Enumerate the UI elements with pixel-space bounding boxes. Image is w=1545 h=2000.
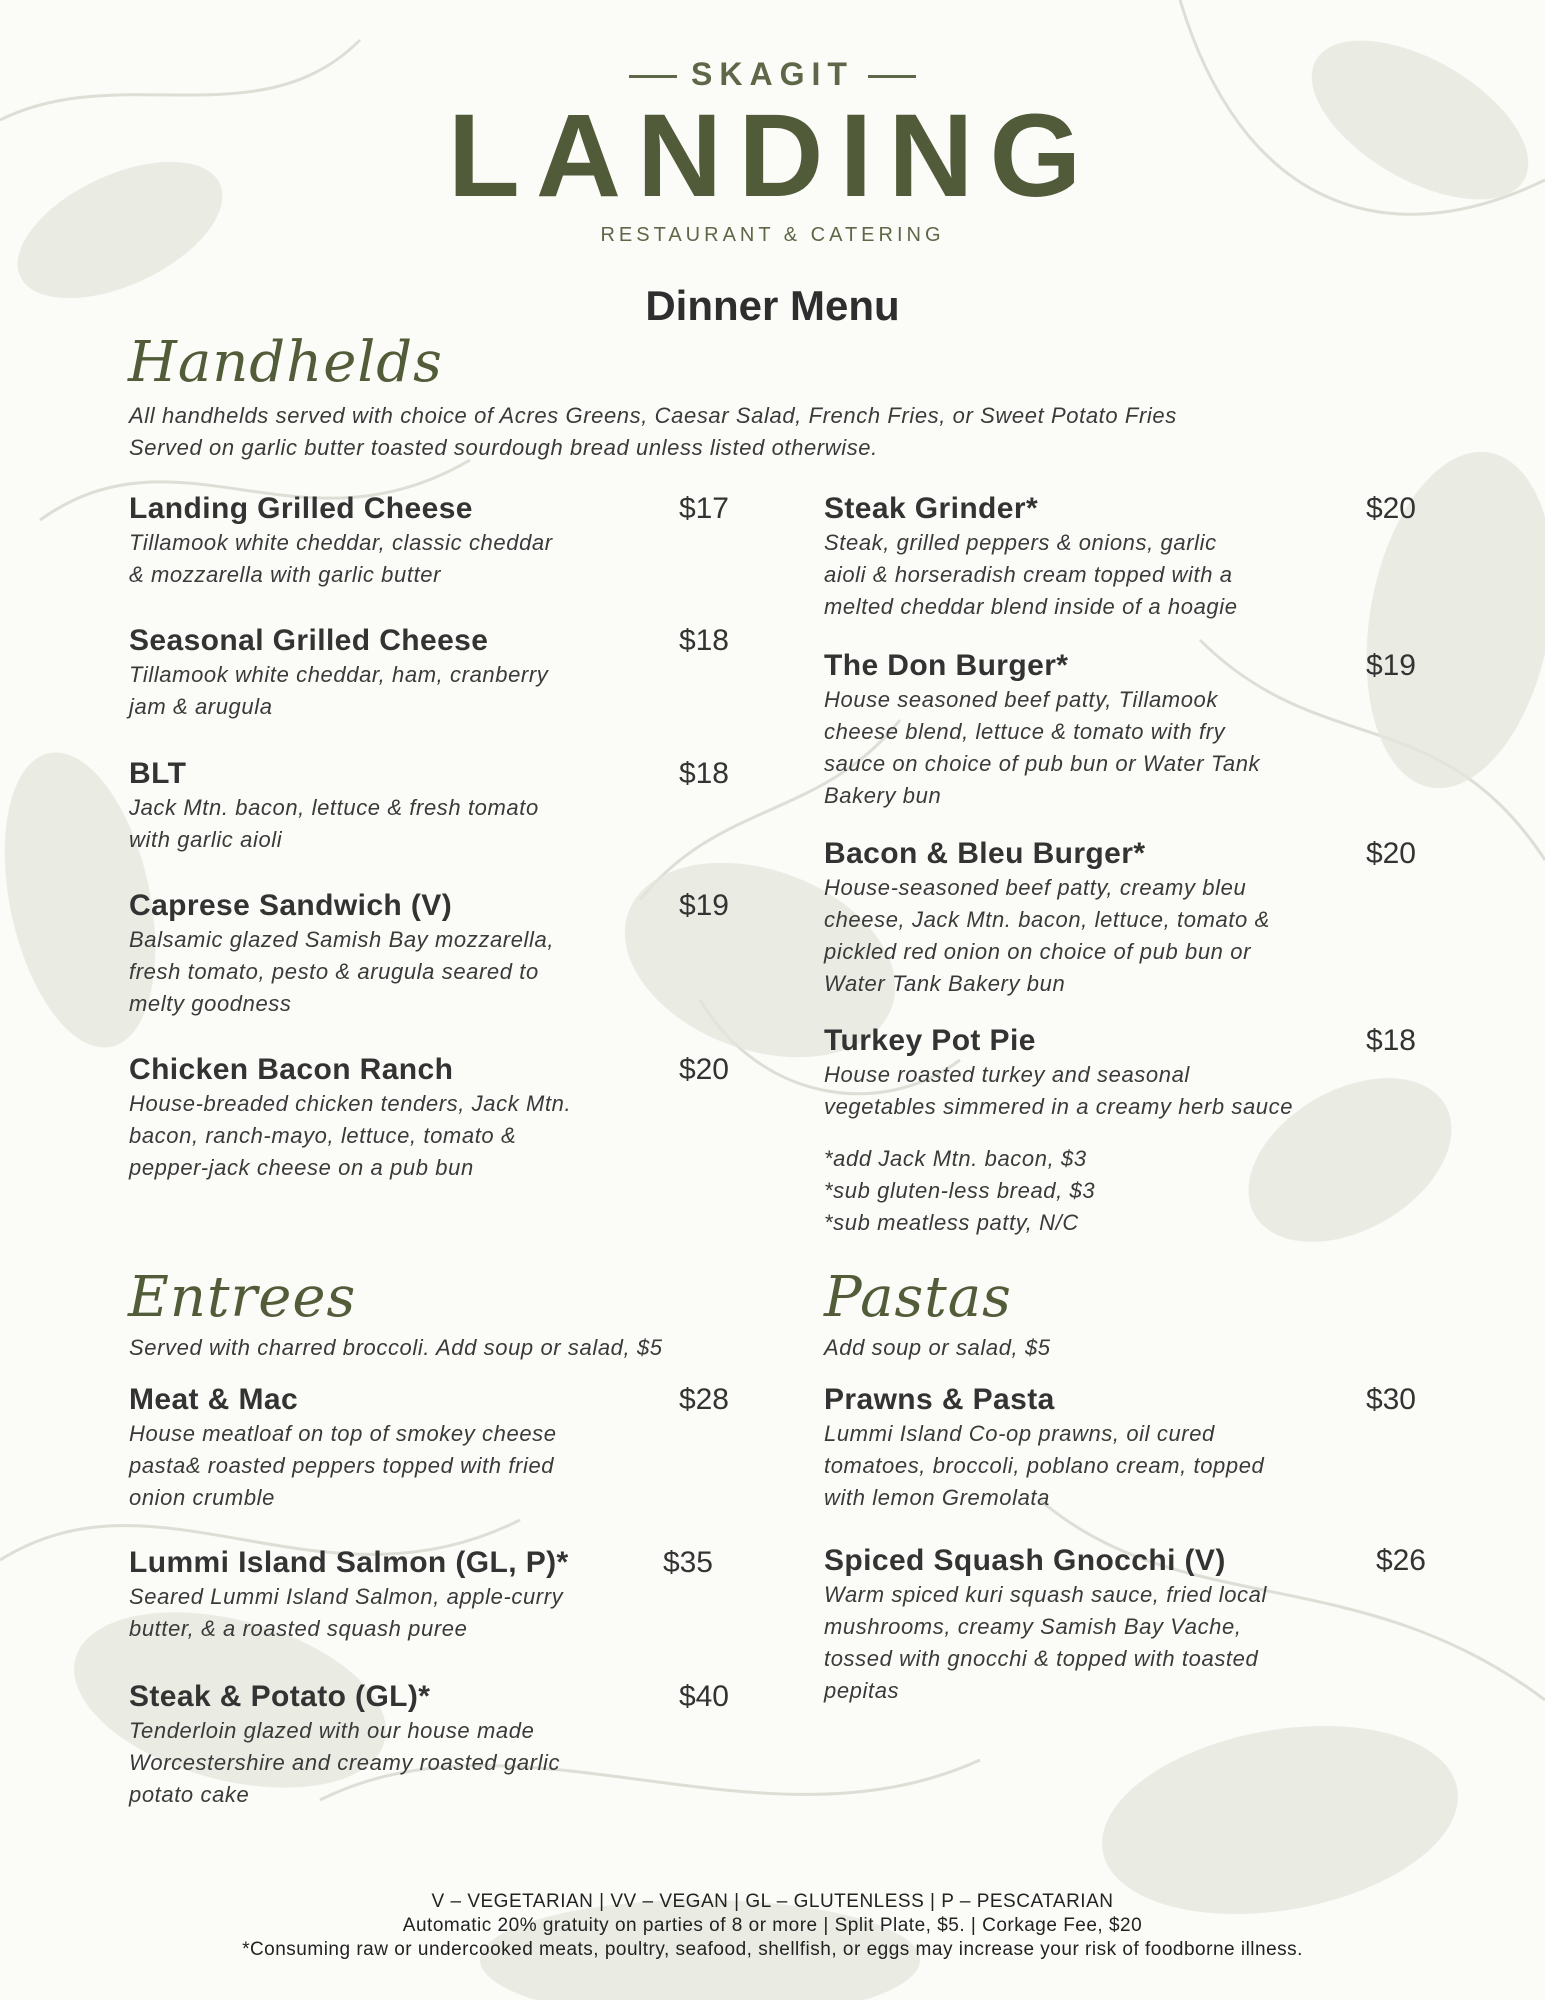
item-name: Steak Grinder* <box>824 492 1039 525</box>
menu-item <box>129 888 729 1020</box>
handhelds-note-2: Served on garlic butter toasted sourdough bread unless listed otherwise. <box>129 435 878 460</box>
item-desc-line: Steak, grilled peppers & onions, garlic <box>824 530 1217 555</box>
item-desc-line: & mozzarella with garlic butter <box>129 562 442 587</box>
item-desc-line: cheese, Jack Mtn. bacon, lettuce, tomato & <box>824 907 1270 932</box>
item-name: Bacon & Bleu Burger* <box>824 837 1146 870</box>
item-price: $18 <box>678 757 729 790</box>
menu-item <box>129 491 729 591</box>
item-price: $17 <box>678 492 729 525</box>
item-desc-line: bacon, ranch-mayo, lettuce, tomato & <box>129 1123 517 1148</box>
item-desc-line: butter, & a roasted squash puree <box>129 1616 468 1641</box>
addon-line: *sub meatless patty, N/C <box>824 1210 1079 1235</box>
item-desc-line: with garlic aioli <box>129 827 283 852</box>
menu-item <box>129 623 729 723</box>
item-desc-line: Water Tank Bakery bun <box>824 971 1066 996</box>
section-title-pastas: Pastas <box>824 1265 1012 1330</box>
brand-top-text: SKAGIT <box>691 56 854 92</box>
item-desc-line: pickled red onion on choice of pub bun or <box>824 939 1251 964</box>
item-desc-line: House-breaded chicken tenders, Jack Mtn. <box>129 1091 572 1116</box>
item-price: $26 <box>1375 1544 1426 1577</box>
section-title-handhelds: Handhelds <box>128 330 443 395</box>
footer-policies: Automatic 20% gratuity on parties of 8 or more | Split Plate, $5. | Corkage Fee, $20 <box>402 1915 1143 1936</box>
item-desc-line: Bakery bun <box>824 783 942 808</box>
addons-list <box>824 1143 1095 1239</box>
item-desc-line: pepitas <box>824 1678 900 1703</box>
item-name: Steak & Potato (GL)* <box>129 1680 431 1713</box>
addon-line: *add Jack Mtn. bacon, $3 <box>824 1146 1087 1171</box>
item-price: $28 <box>678 1383 729 1416</box>
item-desc-line: tossed with gnocchi & topped with toasted <box>824 1646 1259 1671</box>
menu-item <box>129 756 729 856</box>
item-desc-line: melty goodness <box>129 991 292 1016</box>
menu-item <box>129 1679 729 1811</box>
handhelds-note-1: All handhelds served with choice of Acres Greens, Caesar Salad, French Fries, or Sweet Potato Fries <box>129 403 1177 428</box>
item-desc-line: cheese blend, lettuce & tomato with fry <box>824 719 1226 744</box>
item-name: Seasonal Grilled Cheese <box>129 624 489 657</box>
item-desc-line: Balsamic glazed Samish Bay mozzarella, <box>129 927 555 952</box>
brand-rule-right <box>868 75 916 78</box>
brand-logo: LANDING <box>447 90 1098 222</box>
item-desc-line: sauce on choice of pub bun or Water Tank <box>824 751 1261 776</box>
item-name: Spiced Squash Gnocchi (V) <box>824 1544 1226 1577</box>
item-price: $20 <box>1365 837 1416 870</box>
item-price: $20 <box>678 1053 729 1086</box>
item-desc-line: mushrooms, creamy Samish Bay Vache, <box>824 1614 1242 1639</box>
item-desc-line: pepper-jack cheese on a pub bun <box>129 1155 474 1180</box>
item-desc-line: House roasted turkey and seasonal <box>824 1062 1190 1087</box>
addon-line: *sub gluten-less bread, $3 <box>824 1178 1096 1203</box>
item-desc-line: with lemon Gremolata <box>824 1485 1050 1510</box>
item-name: BLT <box>129 757 187 790</box>
item-price: $35 <box>662 1546 713 1579</box>
section-title-entrees: Entrees <box>128 1265 357 1330</box>
brand-subtitle: RESTAURANT & CATERING <box>600 224 945 246</box>
item-desc-line: Jack Mtn. bacon, lettuce & fresh tomato <box>129 795 539 820</box>
brand-top <box>0 56 1545 93</box>
item-name: The Don Burger* <box>824 649 1069 682</box>
menu-item <box>129 1052 729 1184</box>
menu-item <box>824 491 1416 623</box>
menu-item <box>824 1543 1426 1707</box>
entrees-note: Served with charred broccoli. Add soup or salad, $5 <box>129 1335 663 1360</box>
item-name: Prawns & Pasta <box>824 1383 1055 1416</box>
item-desc-line: House meatloaf on top of smokey cheese <box>129 1421 557 1446</box>
page-title: Dinner Menu <box>645 282 900 329</box>
item-desc-line: Warm spiced kuri squash sauce, fried local <box>824 1582 1267 1607</box>
item-desc-line: Tillamook white cheddar, classic cheddar <box>129 530 553 555</box>
pastas-note: Add soup or salad, $5 <box>824 1335 1051 1360</box>
menu-item <box>824 648 1416 812</box>
item-desc-line: jam & arugula <box>129 694 273 719</box>
item-desc-line: aioli & horseradish cream topped with a <box>824 562 1233 587</box>
menu-item <box>824 836 1416 1000</box>
item-desc-line: tomatoes, broccoli, poblano cream, topped <box>824 1453 1265 1478</box>
brand-rule-left <box>629 75 677 78</box>
item-price: $40 <box>678 1680 729 1713</box>
item-desc-line: Lummi Island Co-op prawns, oil cured <box>824 1421 1215 1446</box>
item-name: Caprese Sandwich (V) <box>129 889 453 922</box>
item-desc-line: Seared Lummi Island Salmon, apple-curry <box>129 1584 564 1609</box>
menu-item <box>129 1545 721 1645</box>
item-name: Lummi Island Salmon (GL, P)* <box>129 1546 569 1579</box>
menu-item <box>824 1382 1416 1514</box>
item-desc-line: House-seasoned beef patty, creamy bleu <box>824 875 1247 900</box>
menu-item <box>129 1382 729 1514</box>
item-price: $30 <box>1365 1383 1416 1416</box>
item-price: $19 <box>678 889 729 922</box>
item-desc-line: Worcestershire and creamy roasted garlic <box>129 1750 561 1775</box>
footer-disclaimer: *Consuming raw or undercooked meats, poultry, seafood, shellfish, or eggs may increase your risk of foodborne illness. <box>242 1939 1303 1960</box>
item-desc-line: pasta& roasted peppers topped with fried <box>129 1453 555 1478</box>
item-desc-line: fresh tomato, pesto & arugula seared to <box>129 959 539 984</box>
item-name: Meat & Mac <box>129 1383 299 1416</box>
item-desc-line: House seasoned beef patty, Tillamook <box>824 687 1218 712</box>
item-desc-line: onion crumble <box>129 1485 275 1510</box>
item-price: $18 <box>1365 1024 1416 1057</box>
item-price: $20 <box>1365 492 1416 525</box>
item-name: Turkey Pot Pie <box>824 1024 1036 1057</box>
item-desc-line: Tenderloin glazed with our house made <box>129 1718 535 1743</box>
item-desc-line: vegetables simmered in a creamy herb sauce <box>824 1094 1294 1119</box>
item-name: Chicken Bacon Ranch <box>129 1053 454 1086</box>
menu-item <box>824 1023 1416 1123</box>
item-price: $19 <box>1365 649 1416 682</box>
item-price: $18 <box>678 624 729 657</box>
footer <box>0 1890 1545 1962</box>
item-desc-line: potato cake <box>129 1782 250 1807</box>
item-desc-line: melted cheddar blend inside of a hoagie <box>824 594 1238 619</box>
item-desc-line: Tillamook white cheddar, ham, cranberry <box>129 662 549 687</box>
footer-legend: V – VEGETARIAN | VV – VEGAN | GL – GLUTENLESS | P – PESCATARIAN <box>431 1891 1114 1912</box>
item-name: Landing Grilled Cheese <box>129 492 473 525</box>
